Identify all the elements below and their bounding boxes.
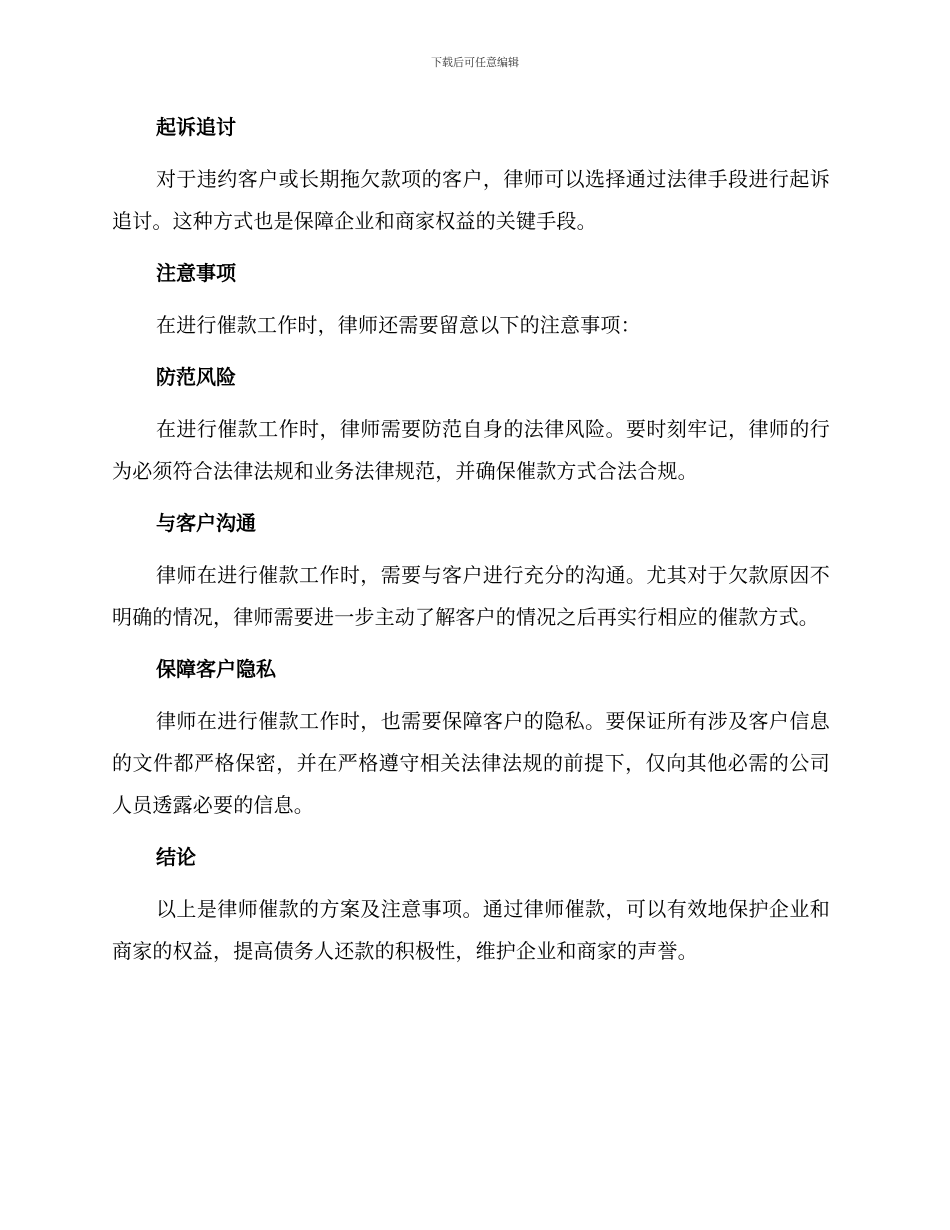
section-paragraph-notes: 在进行催款工作时，律师还需要留意以下的注意事项：: [156, 313, 641, 337]
header-note: 下载后可任意编辑: [431, 56, 519, 69]
section-paragraph-privacy: 律师在进行催款工作时，也需要保障客户的隐私。要保证所有涉及客户信息的文件都严格保密，并在严格遵守相关法律法规的前提下，仅向其他必需的公司人员透露必要的信息。: [112, 709, 830, 817]
section-heading-lawsuit: 起诉追讨: [156, 115, 236, 139]
section-paragraph-communication: 律师在进行催款工作时，需要与客户进行充分的沟通。尤其对于欠款原因不明确的情况，律师需要进一步主动了解客户的情况之后再实行相应的催款方式。: [112, 563, 830, 629]
section-paragraph-lawsuit: 对于违约客户或长期拖欠款项的客户，律师可以选择通过法律手段进行起诉追讨。这种方式也是保障企业和商家权益的关键手段。: [112, 167, 830, 233]
section-heading-privacy: 保障客户隐私: [156, 657, 276, 681]
section-heading-notes: 注意事项: [156, 261, 236, 285]
section-heading-communication: 与客户沟通: [156, 511, 256, 535]
section-paragraph-risk: 在进行催款工作时，律师需要防范自身的法律风险。要时刻牢记，律师的行为必须符合法律法规和业务法律规范，并确保催款方式合法合规。: [112, 417, 830, 483]
section-paragraph-conclusion: 以上是律师催款的方案及注意事项。通过律师催款，可以有效地保护企业和商家的权益，提高债务人还款的积极性，维护企业和商家的声誉。: [112, 897, 830, 963]
section-heading-conclusion: 结论: [156, 845, 196, 869]
document-body: [112, 108, 830, 984]
section-heading-risk: 防范风险: [156, 365, 236, 389]
